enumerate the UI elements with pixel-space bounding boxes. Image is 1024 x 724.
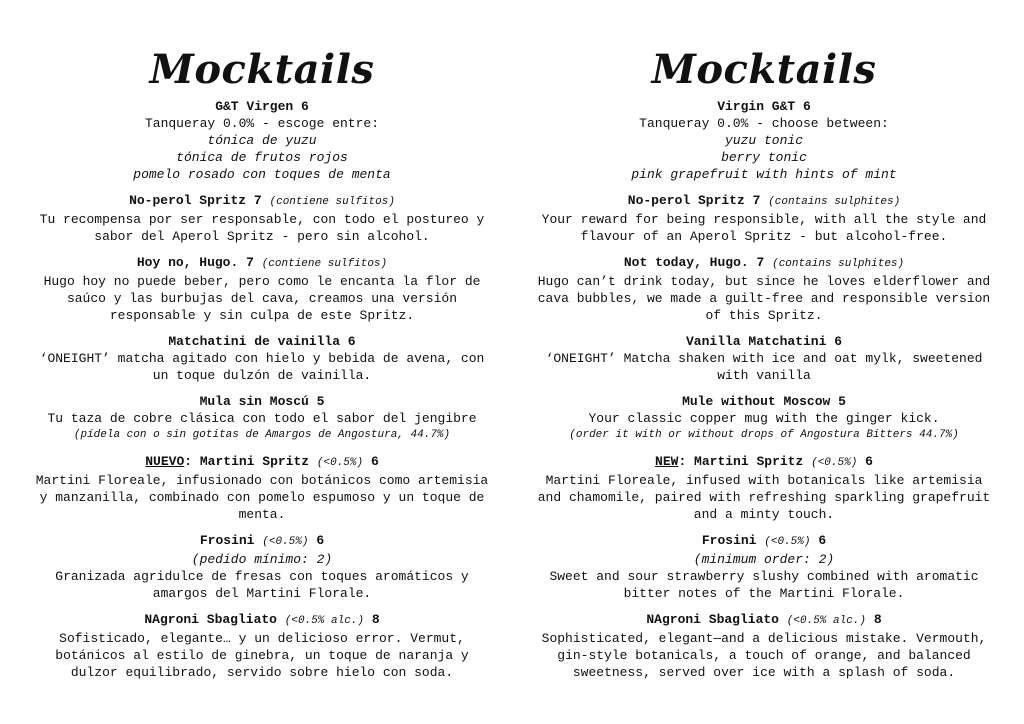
item-note: (contiene sulfitos) — [269, 196, 395, 208]
item-note: (contains sulphites) — [772, 258, 905, 270]
item-price: 8 — [873, 612, 882, 627]
item-description: Tu taza de cobre clásica con todo el sabor del jengibre — [47, 411, 477, 426]
item-extra-note: (pídela con o sin gotitas de Amargos de Angostura, 44.7%) — [73, 429, 451, 441]
menu-item — [530, 393, 998, 444]
item-description: Tu recompensa por ser responsable, con todo el postureo y sabor del Aperol Spritz - pero sin alcohol. — [39, 212, 485, 244]
item-name: : Martini Spritz — [184, 454, 310, 469]
item-name: Not today, Hugo. 7 — [623, 255, 765, 270]
item-description: Martini Floreale, infused with botanicals like artemisia and chamomile, paired with refreshing sparkling grapefruit and a minty touch. — [537, 473, 991, 522]
item-option: tónica de frutos rojos — [176, 150, 348, 165]
item-name: No-perol Spritz 7 — [129, 193, 262, 208]
item-description: Granizada agridulce de fresas con toques aromáticos y amargos del Martini Florale. — [55, 569, 469, 601]
menu-item — [28, 453, 496, 523]
item-name: G&T Virgen 6 — [215, 99, 309, 114]
menu-item — [530, 611, 998, 681]
item-note: (<0.5%) — [764, 536, 811, 548]
item-option: berry tonic — [721, 150, 807, 165]
menu-item — [28, 333, 496, 384]
menu-title: Mocktails — [651, 46, 877, 93]
item-option: yuzu tonic — [724, 133, 803, 148]
item-description: Your classic copper mug with the ginger kick. — [588, 411, 940, 426]
item-description: Sweet and sour strawberry slushy combined with aromatic bitter notes of the Martini Florale. — [549, 569, 979, 601]
item-note: (<0.5%) — [262, 536, 309, 548]
item-option: pink grapefruit with hints of mint — [631, 167, 897, 182]
item-note: (<0.5%) — [316, 457, 364, 469]
item-name: Mula sin Moscú 5 — [199, 394, 325, 409]
item-option: pomelo rosado con toques de menta — [133, 167, 391, 182]
item-name: Virgin G&T 6 — [717, 99, 811, 114]
item-description: ‘ONEIGHT’ matcha agitado con hielo y bebida de avena, con un toque dulzón de vainilla. — [39, 351, 485, 383]
menu-item — [28, 192, 496, 245]
item-description: Sofisticado, elegante… y un delicioso error. Vermut, botánicos al estilo de ginebra, un toque de naranja y dulzor equilibrado, servido sobre hielo con soda. — [55, 631, 469, 680]
menu-item — [28, 98, 496, 183]
item-name: : Martini Spritz — [678, 454, 804, 469]
menu-item — [530, 333, 998, 384]
item-price: 6 — [818, 533, 827, 548]
item-extra-note: (order it with or without drops of Angostura Bitters 44.7%) — [569, 429, 959, 441]
item-price: 6 — [370, 454, 379, 469]
menu-item — [28, 254, 496, 324]
item-note: (contains sulphites) — [768, 196, 901, 208]
menu-item — [530, 98, 998, 183]
menu-item — [28, 611, 496, 681]
item-description: Your reward for being responsible, with all the style and flavour of an Aperol Spritz - but alcohol-free. — [541, 212, 987, 244]
item-name: Mule without Moscow 5 — [682, 394, 846, 409]
menu-item — [530, 254, 998, 324]
item-note: (<0.5% alc.) — [284, 615, 365, 627]
item-note: (contiene sulfitos) — [261, 258, 388, 270]
item-name: Hoy no, Hugo. 7 — [136, 255, 254, 270]
item-min-order: (minimum order: 2) — [693, 552, 835, 567]
item-price: 8 — [371, 612, 380, 627]
item-note: (<0.5%) — [811, 457, 858, 469]
item-name: Vanilla Matchatini 6 — [685, 334, 843, 349]
item-description: Martini Floreale, infusionado con botánicos como artemisia y manzanilla, combinado con pomelo espumoso y un toque de menta. — [35, 473, 489, 522]
item-name: NAgroni Sbagliato — [646, 612, 779, 627]
item-price: 6 — [865, 454, 873, 469]
item-min-order: (pedido mínimo: 2) — [191, 552, 333, 567]
item-name: No-perol Spritz 7 — [627, 193, 761, 208]
item-name: Frosini — [199, 533, 255, 548]
item-description: Tanqueray 0.0% - escoge entre: — [144, 116, 380, 131]
new-badge: NEW — [655, 454, 679, 469]
menu-item — [530, 453, 998, 523]
item-note: (<0.5% alc.) — [786, 615, 867, 627]
menu-item — [530, 532, 998, 602]
item-name: Matchatini de vainilla 6 — [168, 334, 356, 349]
item-price: 6 — [316, 533, 325, 548]
item-description: Tanqueray 0.0% - choose between: — [639, 116, 889, 131]
menu-column-english — [512, 0, 1024, 724]
item-description: Sophisticated, elegant—and a delicious mistake. Vermouth, gin-style botanicals, a touch of orange, and balanced sweetness, served over ice with a splash of soda. — [541, 631, 987, 680]
item-option: tónica de yuzu — [207, 133, 317, 148]
menu-item — [28, 532, 496, 602]
item-description: ‘ONEIGHT’ Matcha shaken with ice and oat mylk, sweetened with vanilla — [545, 351, 983, 383]
item-description: Hugo hoy no puede beber, pero como le encanta la flor de saúco y las burbujas del cava, creamos una versión responsable y sin culpa de este Spritz. — [43, 274, 481, 323]
item-name: Frosini — [701, 533, 757, 548]
menu-title: Mocktails — [149, 46, 375, 93]
menu-item — [28, 393, 496, 444]
item-description: Hugo can’t drink today, but since he loves elderflower and cava bubbles, we made a guilt-free and responsible version of this Spritz. — [537, 274, 991, 323]
menu-item — [530, 192, 998, 245]
item-name: NAgroni Sbagliato — [144, 612, 277, 627]
new-badge: NUEVO — [145, 454, 185, 469]
